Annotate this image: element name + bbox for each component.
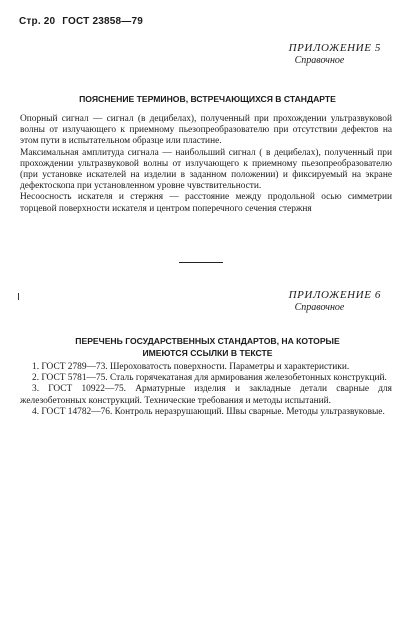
appendix-6-title-line-1: ПЕРЕЧЕНЬ ГОСУДАРСТВЕННЫХ СТАНДАРТОВ, НА КОТОРЫЕ (75, 336, 340, 346)
section-divider (179, 262, 223, 263)
appendix-6-type: Справочное (294, 302, 345, 313)
appendix-6-title-line-2: ИМЕЮТСЯ ССЫЛКИ В ТЕКСТЕ (142, 348, 273, 358)
appendix-6-list (20, 362, 392, 418)
standard-code: ГОСТ 23858—79 (62, 16, 144, 27)
page-number: Стр. 20 (19, 16, 56, 27)
list-item: 1. ГОСТ 2789—73. Шероховатость поверхности. Параметры и характеристики. (32, 362, 350, 372)
appendix-5-title: ПОЯСНЕНИЕ ТЕРМИНОВ, ВСТРЕЧАЮЩИХСЯ В СТАНДАРТЕ (79, 94, 336, 104)
appendix-5-label: ПРИЛОЖЕНИЕ 5 (288, 42, 381, 54)
margin-mark (18, 293, 19, 300)
appendix-6-label: ПРИЛОЖЕНИЕ 6 (288, 289, 381, 301)
list-item: 2. ГОСТ 5781—75. Сталь горячекатаная для армирования железобетонных конструкций. (32, 373, 387, 384)
list-item: 4. ГОСТ 14782—76. Контроль неразрушающий. Швы сварные. Методы ультразвуковые. (32, 406, 385, 417)
appendix-6-title (20, 335, 395, 359)
list-item: 3. ГОСТ 10922—75. Арматурные изделия и закладные детали сварные для железобетонных конструкций. Технические требования и методы испытаний. (20, 384, 392, 406)
appendix-6-heading (289, 289, 381, 313)
appendix-5-heading (289, 42, 381, 66)
term-reference-signal: Опорный сигнал — сигнал (в децибелах), полученный при прохождении ультразвуковой волны от излучающего к приемному пьезопреобразователю при отсутствии дефектов на этом пути в испытательном образце или пластине. (20, 114, 392, 147)
appendix-5-type: Справочное (294, 55, 345, 66)
appendix-5-body (20, 114, 392, 215)
page-header (19, 16, 147, 27)
term-misalignment: Несоосность искателя и стержня — расстояние между продольной осью симметрии торцевой поверхности искателя и центром поперечного сечения стержня (20, 192, 392, 214)
term-max-amplitude: Максимальная амплитуда сигнала — наибольший сигнал ( в децибелах), полученный при прохождении ультразвуковой волны от излучающего к приемному пьезопреобразователю (при установке искателей на изделии в заданном положении) и фиксируемый на экране дефектоскопа при установленном уровне чувствительности. (20, 147, 392, 192)
